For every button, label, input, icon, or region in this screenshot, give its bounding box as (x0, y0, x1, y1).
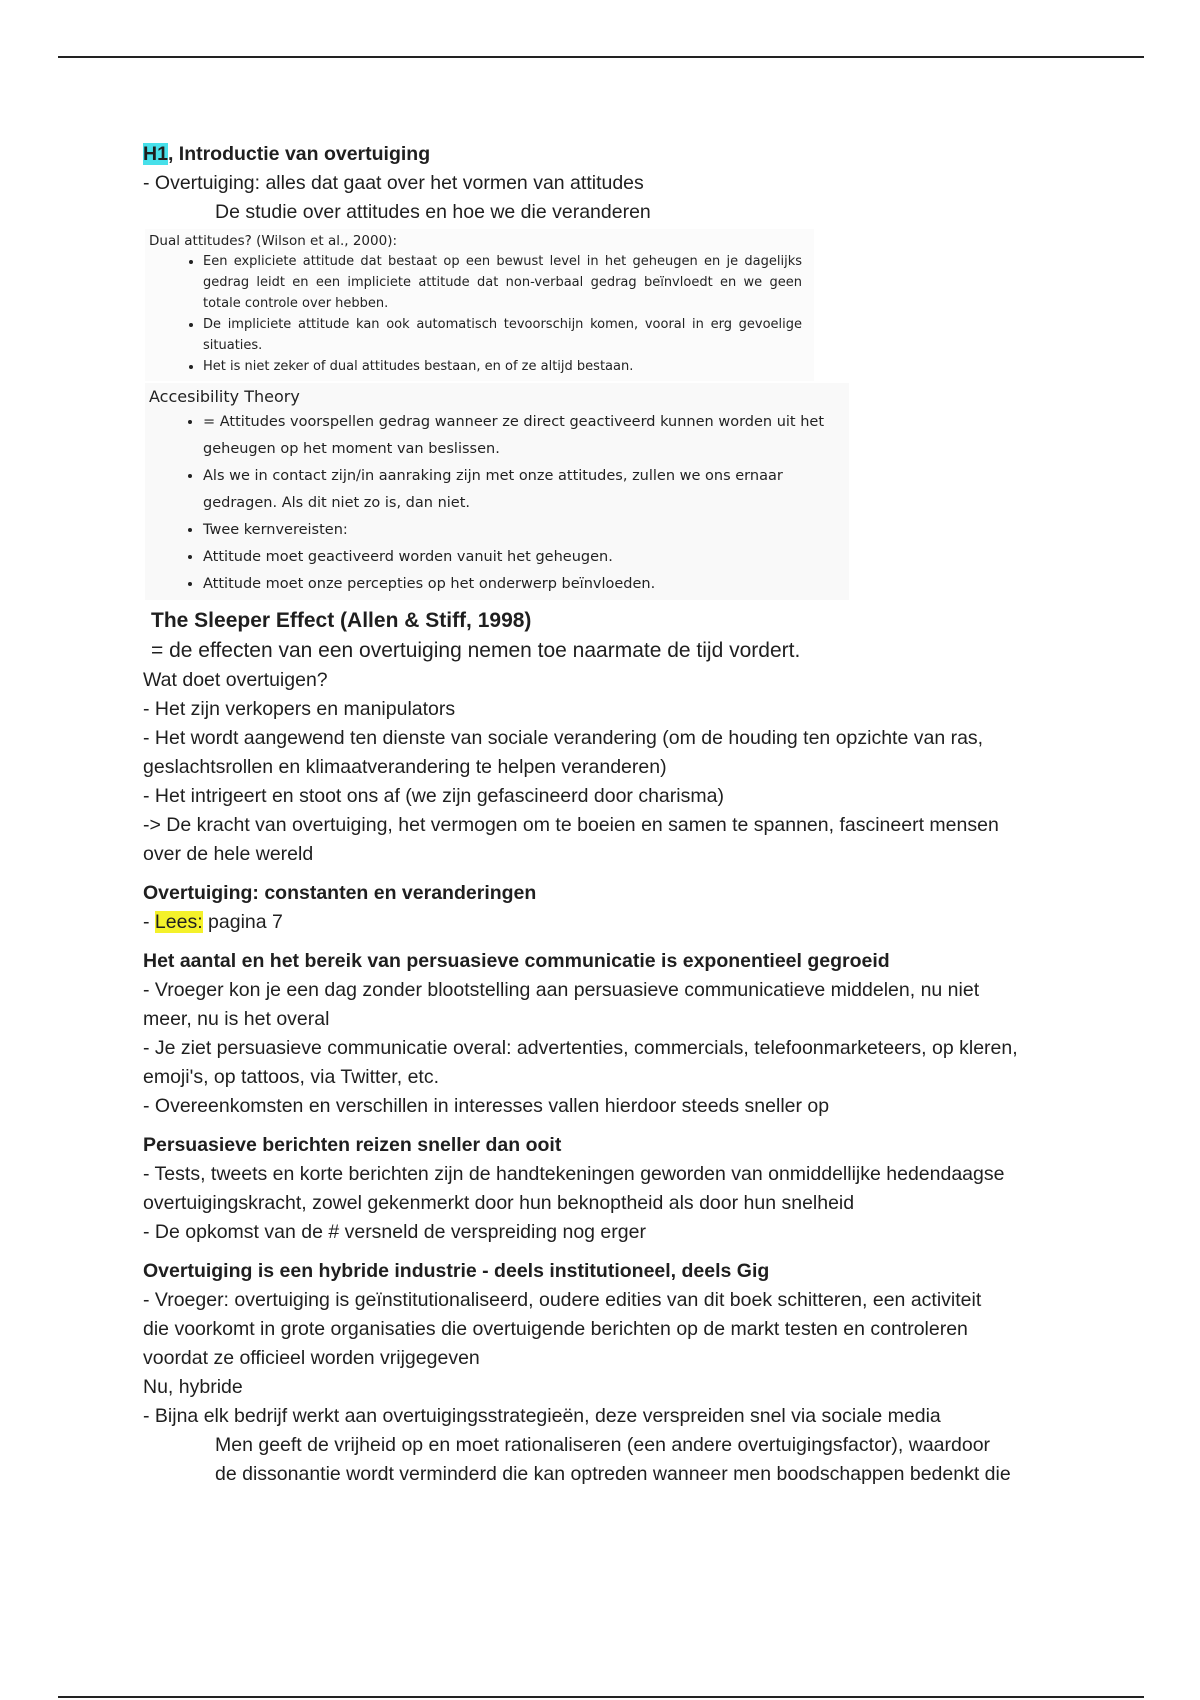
paragraph-line: voordat ze officieel worden vrijgegeven (143, 1347, 480, 1369)
lees-highlight: Lees: (154, 911, 203, 933)
accessibility-theory-excerpt (145, 383, 849, 600)
paragraph-line: geslachtsrollen en klimaatverandering te helpen veranderen) (143, 756, 667, 778)
paragraph-line: - Overeenkomsten en verschillen in interesses vallen hierdoor steeds sneller op (143, 1095, 830, 1117)
list-item: • De impliciete attitude kan ook automatisch tevoorschijn komen, vooral in erg gevoelige situaties. (203, 314, 814, 356)
paragraph-line: - Je ziet persuasieve communicatie overal: advertenties, commercials, telefoonmarketeers, op kleren, (143, 1037, 1018, 1059)
accessibility-caption: Accesibility Theory (149, 387, 300, 406)
list-item: • Een expliciete attitude dat bestaat op een bewust level in het geheugen en je dagelijks gedrag leidt en een impliciete attitude dat non-verbaal gedrag beïnvloedt en we geen totale controle over hebben. (203, 251, 814, 314)
paragraph-line: - Het intrigeert en stoot ons af (we zijn gefascineerd door charisma) (143, 785, 724, 807)
intro-subline: De studie over attitudes en hoe we die veranderen (215, 201, 651, 223)
header-rule (58, 56, 1144, 58)
list-item: • Als we in contact zijn/in aanraking zijn met onze attitudes, zullen we ons ernaar gedragen. Als dit niet zo is, dan niet. (203, 463, 849, 517)
paragraph-line: - Vroeger kon je een dag zonder blootstelling aan persuasieve communicatieve middelen, nu niet (143, 979, 980, 1001)
chapter-heading-text: , Introductie van overtuiging (167, 143, 431, 165)
paragraph-line: over de hele wereld (143, 843, 314, 865)
chapter-marker-highlight: H1 (143, 143, 168, 165)
wat-doet-question: Wat doet overtuigen? (143, 669, 328, 691)
paragraph-line: - Tests, tweets en korte berichten zijn de handtekeningen geworden van onmiddellijke hedendaagse (143, 1163, 1005, 1185)
paragraph-line: emoji's, op tattoos, via Twitter, etc. (143, 1066, 439, 1088)
footer-rule (58, 1696, 1144, 1698)
list-item: • Twee kernvereisten: (203, 517, 849, 544)
chapter-heading (143, 140, 1073, 169)
list-item: • Het is niet zeker of dual attitudes bestaan, en of ze altijd bestaan. (203, 356, 814, 377)
paragraph-line: -> De kracht van overtuiging, het vermogen om te boeien en samen te spannen, fascineert mensen (143, 814, 999, 836)
paragraph-line: meer, nu is het overal (143, 1008, 330, 1030)
paragraph-line: Nu, hybride (143, 1376, 243, 1398)
paragraph-line: - Bijna elk bedrijf werkt aan overtuigingsstrategieën, deze verspreiden snel via sociale media (143, 1405, 941, 1427)
paragraph-line: overtuigingskracht, zowel gekenmerkt door hun beknoptheid als door hun snelheid (143, 1192, 855, 1214)
paragraph-line: Men geeft de vrijheid op en moet rationaliseren (een andere overtuigingsfactor), waardoor (215, 1434, 991, 1456)
sleeper-effect-heading: The Sleeper Effect (Allen & Stiff, 1998) (151, 609, 532, 632)
dual-attitudes-caption: Dual attitudes? (Wilson et al., 2000): (149, 233, 398, 249)
intro-line: - Overtuiging: alles dat gaat over het vormen van attitudes (143, 172, 644, 194)
list-item: • Attitude moet onze percepties op het onderwerp beïnvloeden. (203, 571, 849, 598)
dual-attitudes-list (149, 251, 814, 377)
page-reference: pagina 7 (202, 911, 283, 933)
paragraph-line: - Het zijn verkopers en manipulators (143, 698, 456, 720)
dash: - (143, 911, 155, 933)
paragraph-line: - Vroeger: overtuiging is geïnstitutionaliseerd, oudere edities van dit boek schitteren, een activiteit (143, 1289, 982, 1311)
read-instruction (143, 908, 1073, 937)
sleeper-effect-definition: = de effecten van een overtuiging nemen toe naarmate de tijd vordert. (151, 639, 801, 662)
section-heading-constanten: Overtuiging: constanten en veranderingen (143, 882, 537, 904)
list-item: • = Attitudes voorspellen gedrag wanneer ze direct geactiveerd kunnen worden uit het geheugen op het moment van beslissen. (203, 409, 849, 463)
document-body (143, 140, 1073, 1489)
section-heading-hybride: Overtuiging is een hybride industrie - deels institutioneel, deels Gig (143, 1260, 770, 1282)
dual-attitudes-excerpt (145, 229, 814, 381)
accessibility-list (149, 409, 849, 598)
paragraph-line: de dissonantie wordt verminderd die kan optreden wanneer men boodschappen bedenkt die (215, 1463, 1011, 1485)
list-item: • Attitude moet geactiveerd worden vanuit het geheugen. (203, 544, 849, 571)
paragraph-line: - Het wordt aangewend ten dienste van sociale verandering (om de houding ten opzichte van ras, (143, 727, 984, 749)
paragraph-line: - De opkomst van de # versneld de verspreiding nog erger (143, 1221, 646, 1243)
paragraph-line: die voorkomt in grote organisaties die overtuigende berichten op de markt testen en controleren (143, 1318, 968, 1340)
section-heading-reizen: Persuasieve berichten reizen sneller dan ooit (143, 1134, 562, 1156)
section-heading-aantal: Het aantal en het bereik van persuasieve communicatie is exponentieel gegroeid (143, 950, 890, 972)
